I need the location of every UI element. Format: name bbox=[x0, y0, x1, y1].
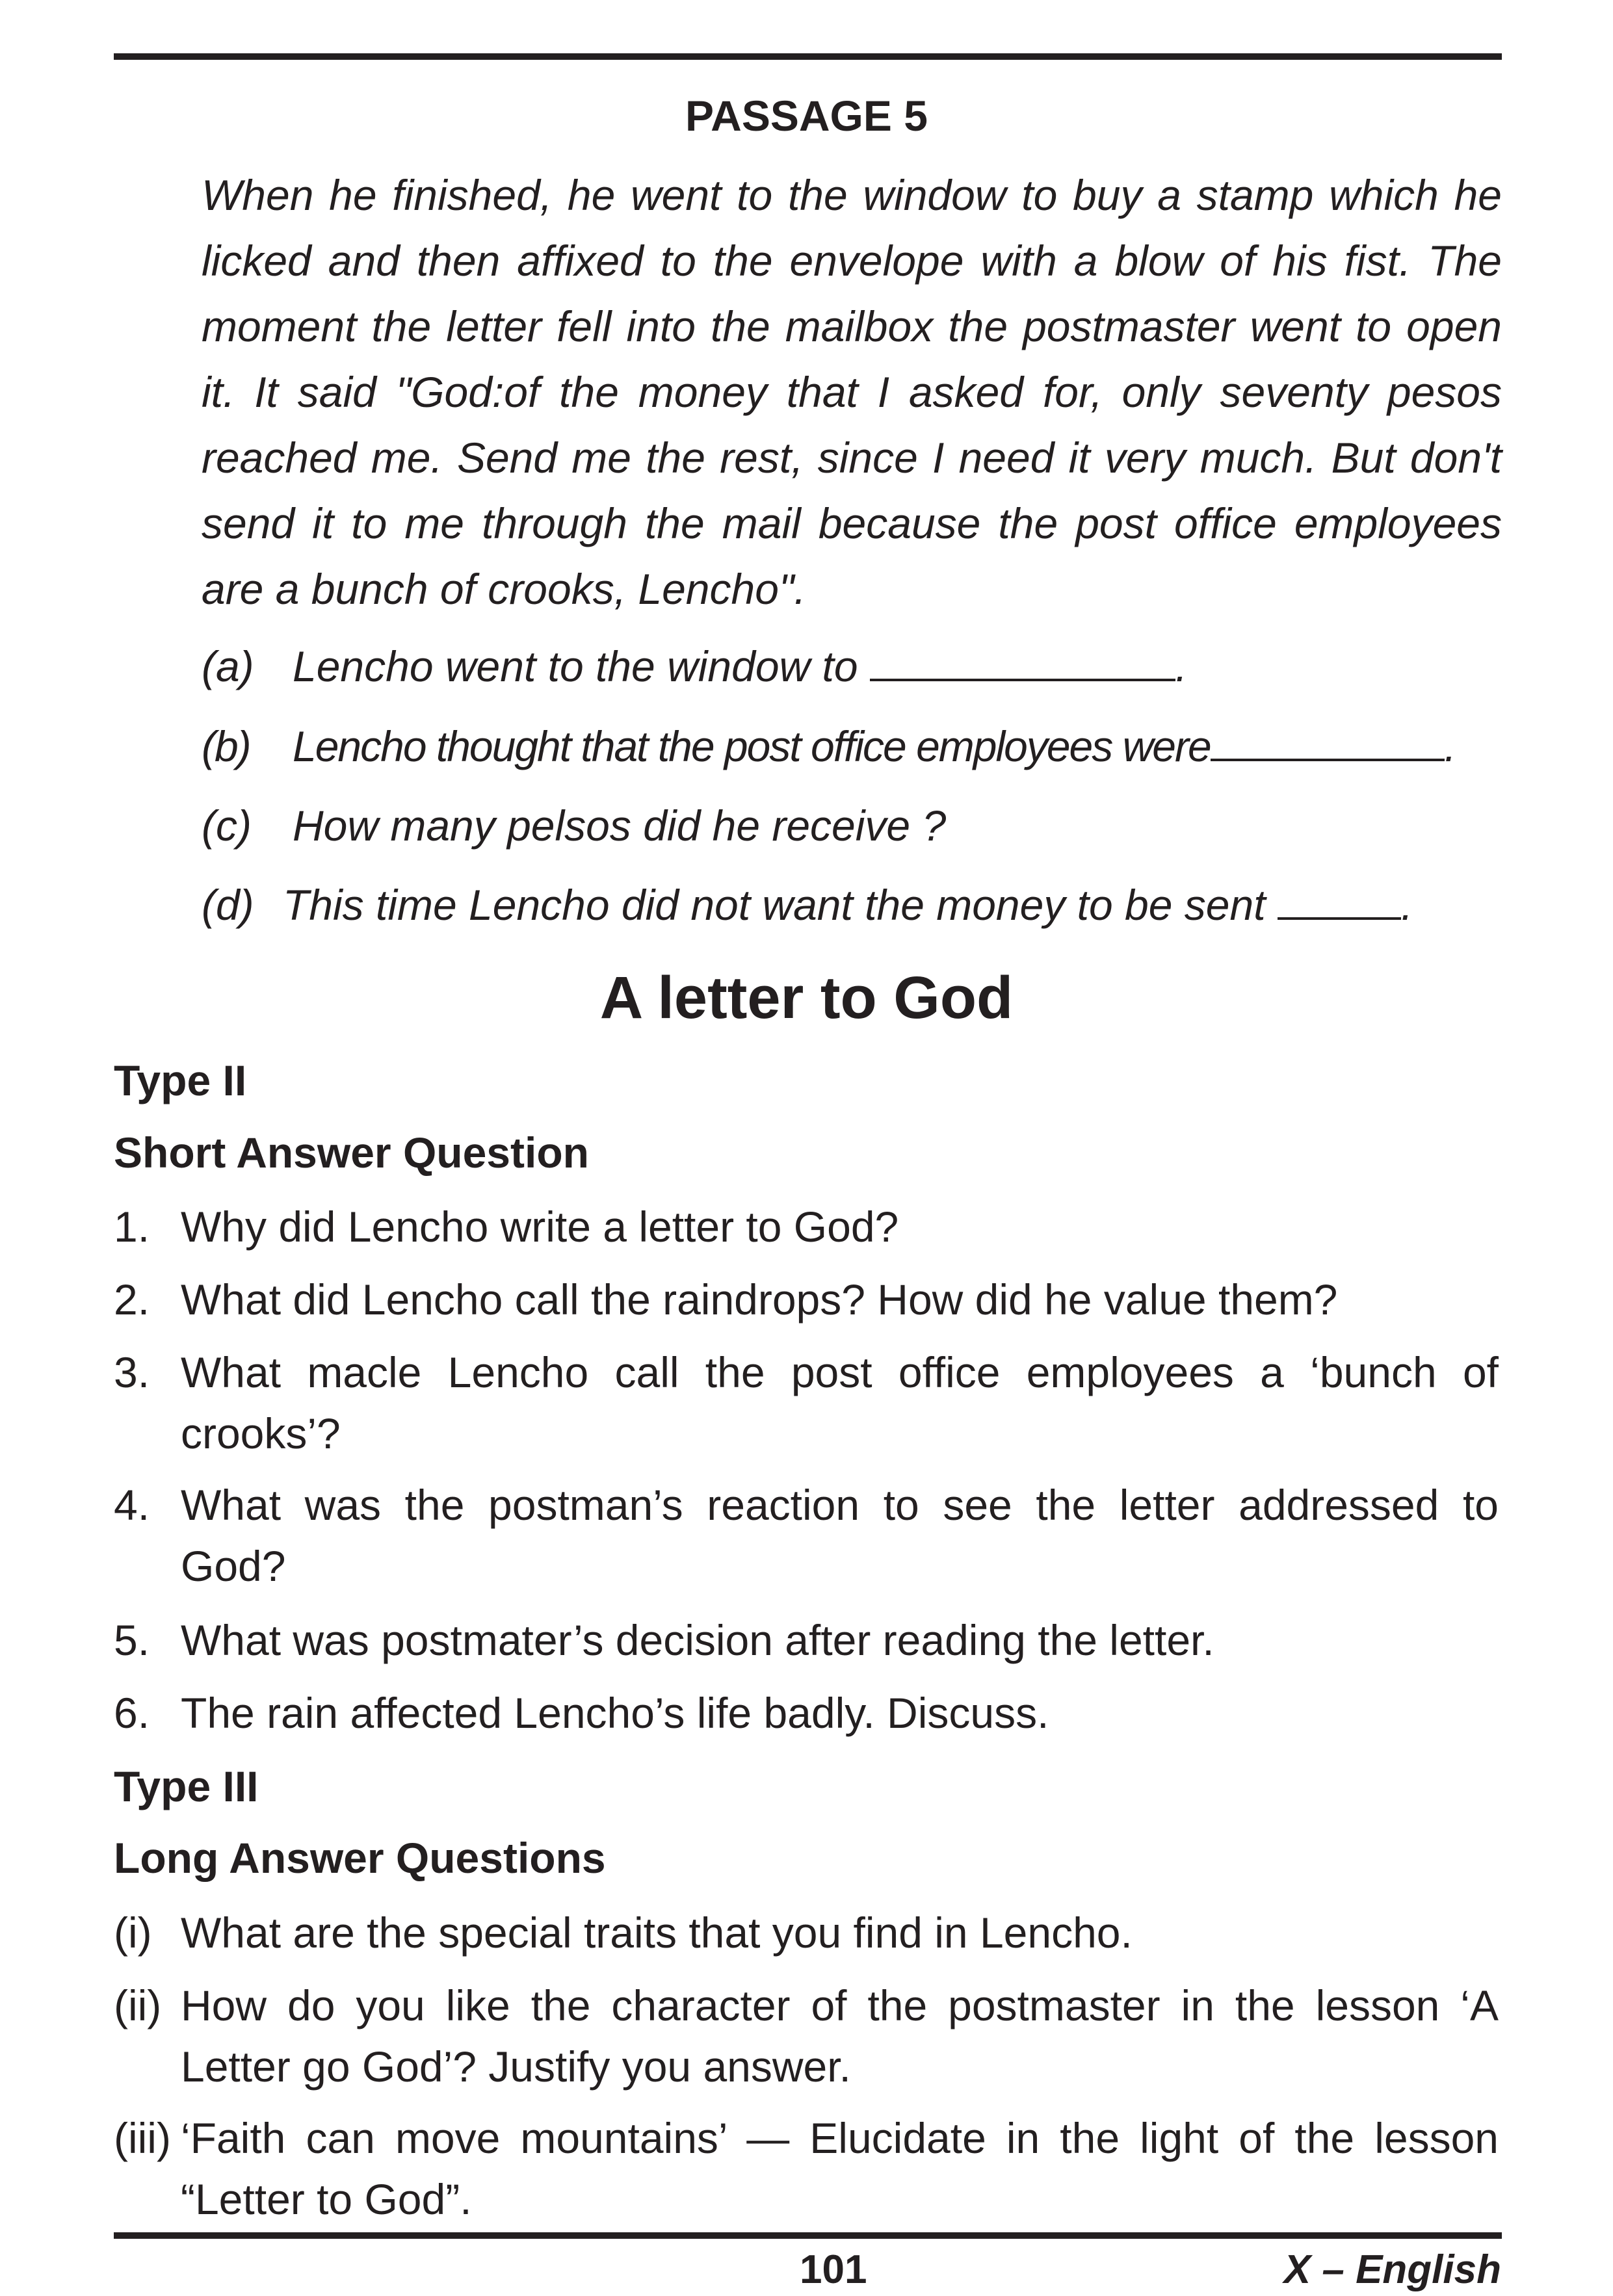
question-d bbox=[202, 879, 1502, 931]
item-number: 2. bbox=[114, 1275, 150, 1324]
item-text: The rain affected Lencho’s life badly. Discuss. bbox=[181, 1689, 1049, 1737]
item-text: How do you like the character of the postmaster in the lesson ‘A bbox=[181, 1981, 1499, 2029]
type2-title: Type II bbox=[114, 1056, 247, 1104]
list-item bbox=[114, 1269, 1499, 1330]
type2-subtitle: Short Answer Question bbox=[114, 1128, 589, 1177]
item-text: What did Lencho call the raindrops? How did he value them? bbox=[181, 1275, 1338, 1324]
item-text: God? bbox=[181, 1542, 286, 1590]
book-title: X – English bbox=[1283, 2247, 1501, 2292]
passage-text bbox=[202, 163, 1502, 622]
question-label: (b) bbox=[202, 722, 250, 770]
item-text: What was postmater’s decision after reading the letter. bbox=[181, 1616, 1214, 1664]
item-text: crooks’? bbox=[181, 1409, 341, 1457]
item-text: ‘Faith can move mountains’ — Elucidate in the light of the lesson bbox=[181, 2114, 1499, 2162]
item-text: What was the postman’s reaction to see the letter addressed to bbox=[181, 1481, 1499, 1529]
passage-line: send it to me through the mail because the post office employees bbox=[202, 499, 1502, 547]
type3-subtitle: Long Answer Questions bbox=[114, 1834, 606, 1882]
question-text: This time Lencho did not want the money to be sent bbox=[283, 881, 1266, 929]
passage-line: are a bunch of crooks, Lencho". bbox=[202, 565, 806, 613]
passage-title: PASSAGE 5 bbox=[685, 92, 928, 140]
chapter-title: A letter to God bbox=[599, 965, 1014, 1031]
item-number: (i) bbox=[114, 1909, 152, 1957]
question-label: (d) bbox=[202, 881, 254, 929]
item-number: 6. bbox=[114, 1689, 150, 1737]
answer-blank bbox=[1211, 722, 1445, 761]
answer-blank bbox=[870, 642, 1175, 681]
item-number: 3. bbox=[114, 1348, 150, 1396]
list-item bbox=[114, 1902, 1499, 1963]
item-text: Why did Lencho write a letter to God? bbox=[181, 1203, 899, 1251]
list-item bbox=[114, 1610, 1499, 1671]
passage-line: When he finished, he went to the window to buy a stamp which he bbox=[202, 171, 1502, 219]
question-label: (c) bbox=[202, 802, 252, 850]
item-number: (ii) bbox=[114, 1981, 162, 2029]
item-text: Letter go God’? Justify you answer. bbox=[181, 2042, 851, 2091]
question-end: . bbox=[1400, 881, 1413, 929]
question-end: . bbox=[1175, 642, 1188, 690]
type3-title: Type III bbox=[114, 1762, 259, 1810]
item-number: 5. bbox=[114, 1616, 150, 1664]
passage-line: reached me. Send me the rest, since I need it very much. But don't bbox=[202, 434, 1502, 482]
question-text: Lencho went to the window to bbox=[293, 642, 858, 690]
answer-blank bbox=[1278, 881, 1401, 920]
list-item bbox=[114, 1474, 1499, 1597]
question-label: (a) bbox=[202, 642, 254, 690]
list-item bbox=[114, 2107, 1499, 2230]
passage-line: moment the letter fell into the mailbox the postmaster went to open bbox=[202, 302, 1502, 350]
question-c bbox=[202, 800, 1502, 852]
item-text: What are the special traits that you find in Lencho. bbox=[181, 1909, 1133, 1957]
passage-line: it. It said "God:of the money that I asked for, only seventy pesos bbox=[202, 368, 1502, 416]
list-item bbox=[114, 1682, 1499, 1743]
item-number: (iii) bbox=[114, 2114, 171, 2162]
top-rule bbox=[114, 53, 1502, 60]
question-end: . bbox=[1444, 722, 1455, 770]
question-text: How many pelsos did he receive ? bbox=[293, 802, 947, 850]
bottom-rule bbox=[114, 2232, 1502, 2239]
item-text: What macle Lencho call the post office employees a ‘bunch of bbox=[181, 1348, 1499, 1396]
question-a bbox=[202, 640, 1502, 692]
item-number: 4. bbox=[114, 1481, 150, 1529]
item-number: 1. bbox=[114, 1203, 150, 1251]
question-text: Lencho thought that the post office employees were bbox=[293, 722, 1211, 770]
list-item bbox=[114, 1342, 1499, 1464]
list-item bbox=[114, 1975, 1499, 2097]
list-item bbox=[114, 1196, 1499, 1257]
passage-line: licked and then affixed to the envelope with a blow of his fist. The bbox=[202, 237, 1502, 285]
question-b bbox=[202, 720, 1502, 772]
item-text: “Letter to God”. bbox=[181, 2175, 472, 2223]
page-number: 101 bbox=[800, 2247, 867, 2292]
